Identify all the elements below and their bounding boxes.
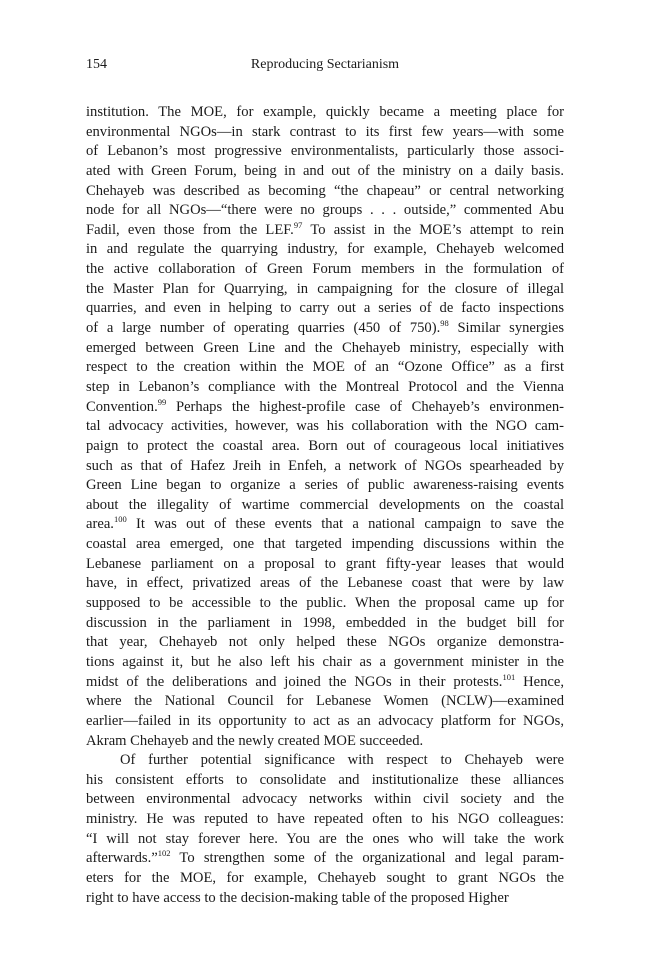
text-run: Fadil, even those from the LEF. <box>86 221 294 238</box>
text-line <box>86 280 564 300</box>
text-line <box>86 751 564 771</box>
text-line <box>86 535 564 555</box>
text-run: of a large number of operating quarries (450 of 750). <box>86 320 441 337</box>
text-run: To assist in the MOE’s attempt to rein <box>302 221 564 238</box>
text-run: Lebanese parliament on a proposal to grant fifty-year leases that would <box>86 555 564 572</box>
text-line <box>86 790 564 810</box>
text-line <box>86 221 564 241</box>
text-line <box>86 810 564 830</box>
text-run: have, in effect, privatized areas of the Lebanese coast that were by law <box>86 575 564 592</box>
text-line <box>86 319 564 339</box>
text-line <box>86 830 564 850</box>
text-line <box>86 240 564 260</box>
text-run: eters for the MOE, for example, Chehayeb sought to grant NGOs the <box>86 869 564 886</box>
text-run: of Lebanon’s most progressive environmentalists, particularly those associ- <box>86 143 564 160</box>
text-line <box>86 457 564 477</box>
text-run: ministry. He was reputed to have repeated often to his NGO colleagues: <box>86 811 564 828</box>
text-line <box>86 732 564 752</box>
text-line <box>86 162 564 182</box>
text-run: ated with Green Forum, being in and out of the ministry on a daily basis. <box>86 162 564 179</box>
text-line <box>86 496 564 516</box>
text-line <box>86 398 564 418</box>
text-line <box>86 358 564 378</box>
text-run: paign to protect the coastal area. Born out of courageous local initiatives <box>86 437 564 454</box>
text-run: Chehayeb was described as becoming “the chapeau” or central networking <box>86 182 564 199</box>
text-run: where the National Council for Lebanese Women (NCLW)—examined <box>86 693 564 710</box>
text-run: Convention. <box>86 398 158 415</box>
text-run: Perhaps the highest-profile case of Chehayeb’s environmen- <box>166 398 564 415</box>
text-line <box>86 574 564 594</box>
text-run: midst of the deliberations and joined the NGOs in their protests. <box>86 673 503 690</box>
text-line <box>86 437 564 457</box>
running-head: Reproducing Sectarianism <box>250 57 400 72</box>
text-run: in and regulate the quarrying industry, for example, Chehayeb welcomed <box>86 241 564 258</box>
text-line <box>86 299 564 319</box>
page-header <box>86 57 564 79</box>
text-run: Of further potential significance with respect to Chehayeb were <box>120 752 564 769</box>
text-line <box>86 417 564 437</box>
footnote-marker: 97 <box>293 220 303 230</box>
text-line <box>86 142 564 162</box>
text-line <box>86 476 564 496</box>
text-line <box>86 555 564 575</box>
text-line <box>86 378 564 398</box>
text-run: Akram Chehayeb and the newly created MOE succeeded. <box>86 732 424 749</box>
text-run: discussion in the parliament in 1998, embedded in the budget bill for <box>86 614 564 631</box>
text-run: Hence, <box>515 673 564 690</box>
text-line <box>86 633 564 653</box>
text-run: step in Lebanon’s compliance with the Montreal Protocol and the Vienna <box>86 378 564 395</box>
text-run: respect to the creation within the MOE of an “Ozone Office” as a first <box>86 359 564 376</box>
footnote-marker: 101 <box>502 672 516 682</box>
text-run: afterwards.” <box>86 850 158 867</box>
text-line <box>86 339 564 359</box>
text-line <box>86 673 564 693</box>
text-run: environmental NGOs—in stark contrast to its first few years—with some <box>86 123 564 140</box>
text-run: earlier—failed in its opportunity to act as an advocacy platform for NGOs, <box>86 712 564 729</box>
text-run: quarries, and even in helping to carry out a series of de facto inspections <box>86 300 564 317</box>
text-run: node for all NGOs—“there were no groups . . . outside,” commented Abu <box>86 202 564 219</box>
text-line <box>86 614 564 634</box>
footnote-marker: 102 <box>157 849 171 859</box>
text-line <box>86 712 564 732</box>
text-run: Green Line began to organize a series of public awareness-raising events <box>86 477 564 494</box>
text-run: “I will not stay forever here. You are the ones who will take the work <box>86 830 564 847</box>
text-run: about the illegality of wartime commercial developments on the coastal <box>86 496 564 513</box>
text-line <box>86 515 564 535</box>
text-run: It was out of these events that a national campaign to save the <box>126 516 564 533</box>
text-run: institution. The MOE, for example, quickly became a meeting place for <box>86 104 564 120</box>
text-line <box>86 653 564 673</box>
text-line <box>86 103 564 123</box>
text-run: tal advocacy activities, however, was his collaboration with the NGO cam- <box>86 418 564 435</box>
paragraph <box>86 103 564 751</box>
text-run: To strengthen some of the organizational and legal param- <box>170 850 564 867</box>
text-line <box>86 849 564 869</box>
text-line <box>86 182 564 202</box>
footnote-marker: 99 <box>157 397 167 407</box>
text-run: tions against it, but he also left his chair as a government minister in the <box>86 653 564 670</box>
text-run: emerged between Green Line and the Chehayeb ministry, especially with <box>86 339 564 356</box>
text-run: Similar synergies <box>448 320 564 337</box>
text-run: his consistent efforts to consolidate and institutionalize these alliances <box>86 771 564 788</box>
body-text <box>86 103 564 908</box>
text-run: the active collaboration of Green Forum members in the formulation of <box>86 261 564 278</box>
footnote-marker: 98 <box>440 319 449 329</box>
text-run: such as that of Hafez Jreih in Enfeh, a network of NGOs spearheaded by <box>86 457 564 474</box>
text-run: between environmental advocacy networks within civil society and the <box>86 791 564 808</box>
paragraph <box>86 751 564 908</box>
text-run: the Master Plan for Quarrying, in campaigning for the closure of illegal <box>86 280 564 297</box>
text-line <box>86 123 564 143</box>
text-line <box>86 889 564 909</box>
text-line <box>86 201 564 221</box>
text-run: right to have access to the decision-making table of the proposed Higher <box>86 889 509 906</box>
text-run: supposed to be accessible to the public. When the proposal came up for <box>86 595 564 612</box>
text-line <box>86 692 564 712</box>
text-line <box>86 771 564 791</box>
text-line <box>86 260 564 280</box>
footnote-marker: 100 <box>113 515 127 525</box>
text-line <box>86 869 564 889</box>
text-run: that year, Chehayeb not only helped these NGOs organize demonstra- <box>86 634 564 651</box>
text-run: coastal area emerged, one that targeted impending discussions within the <box>86 536 564 553</box>
text-line <box>86 594 564 614</box>
page-number: 154 <box>86 57 107 72</box>
text-run: area. <box>86 516 114 533</box>
